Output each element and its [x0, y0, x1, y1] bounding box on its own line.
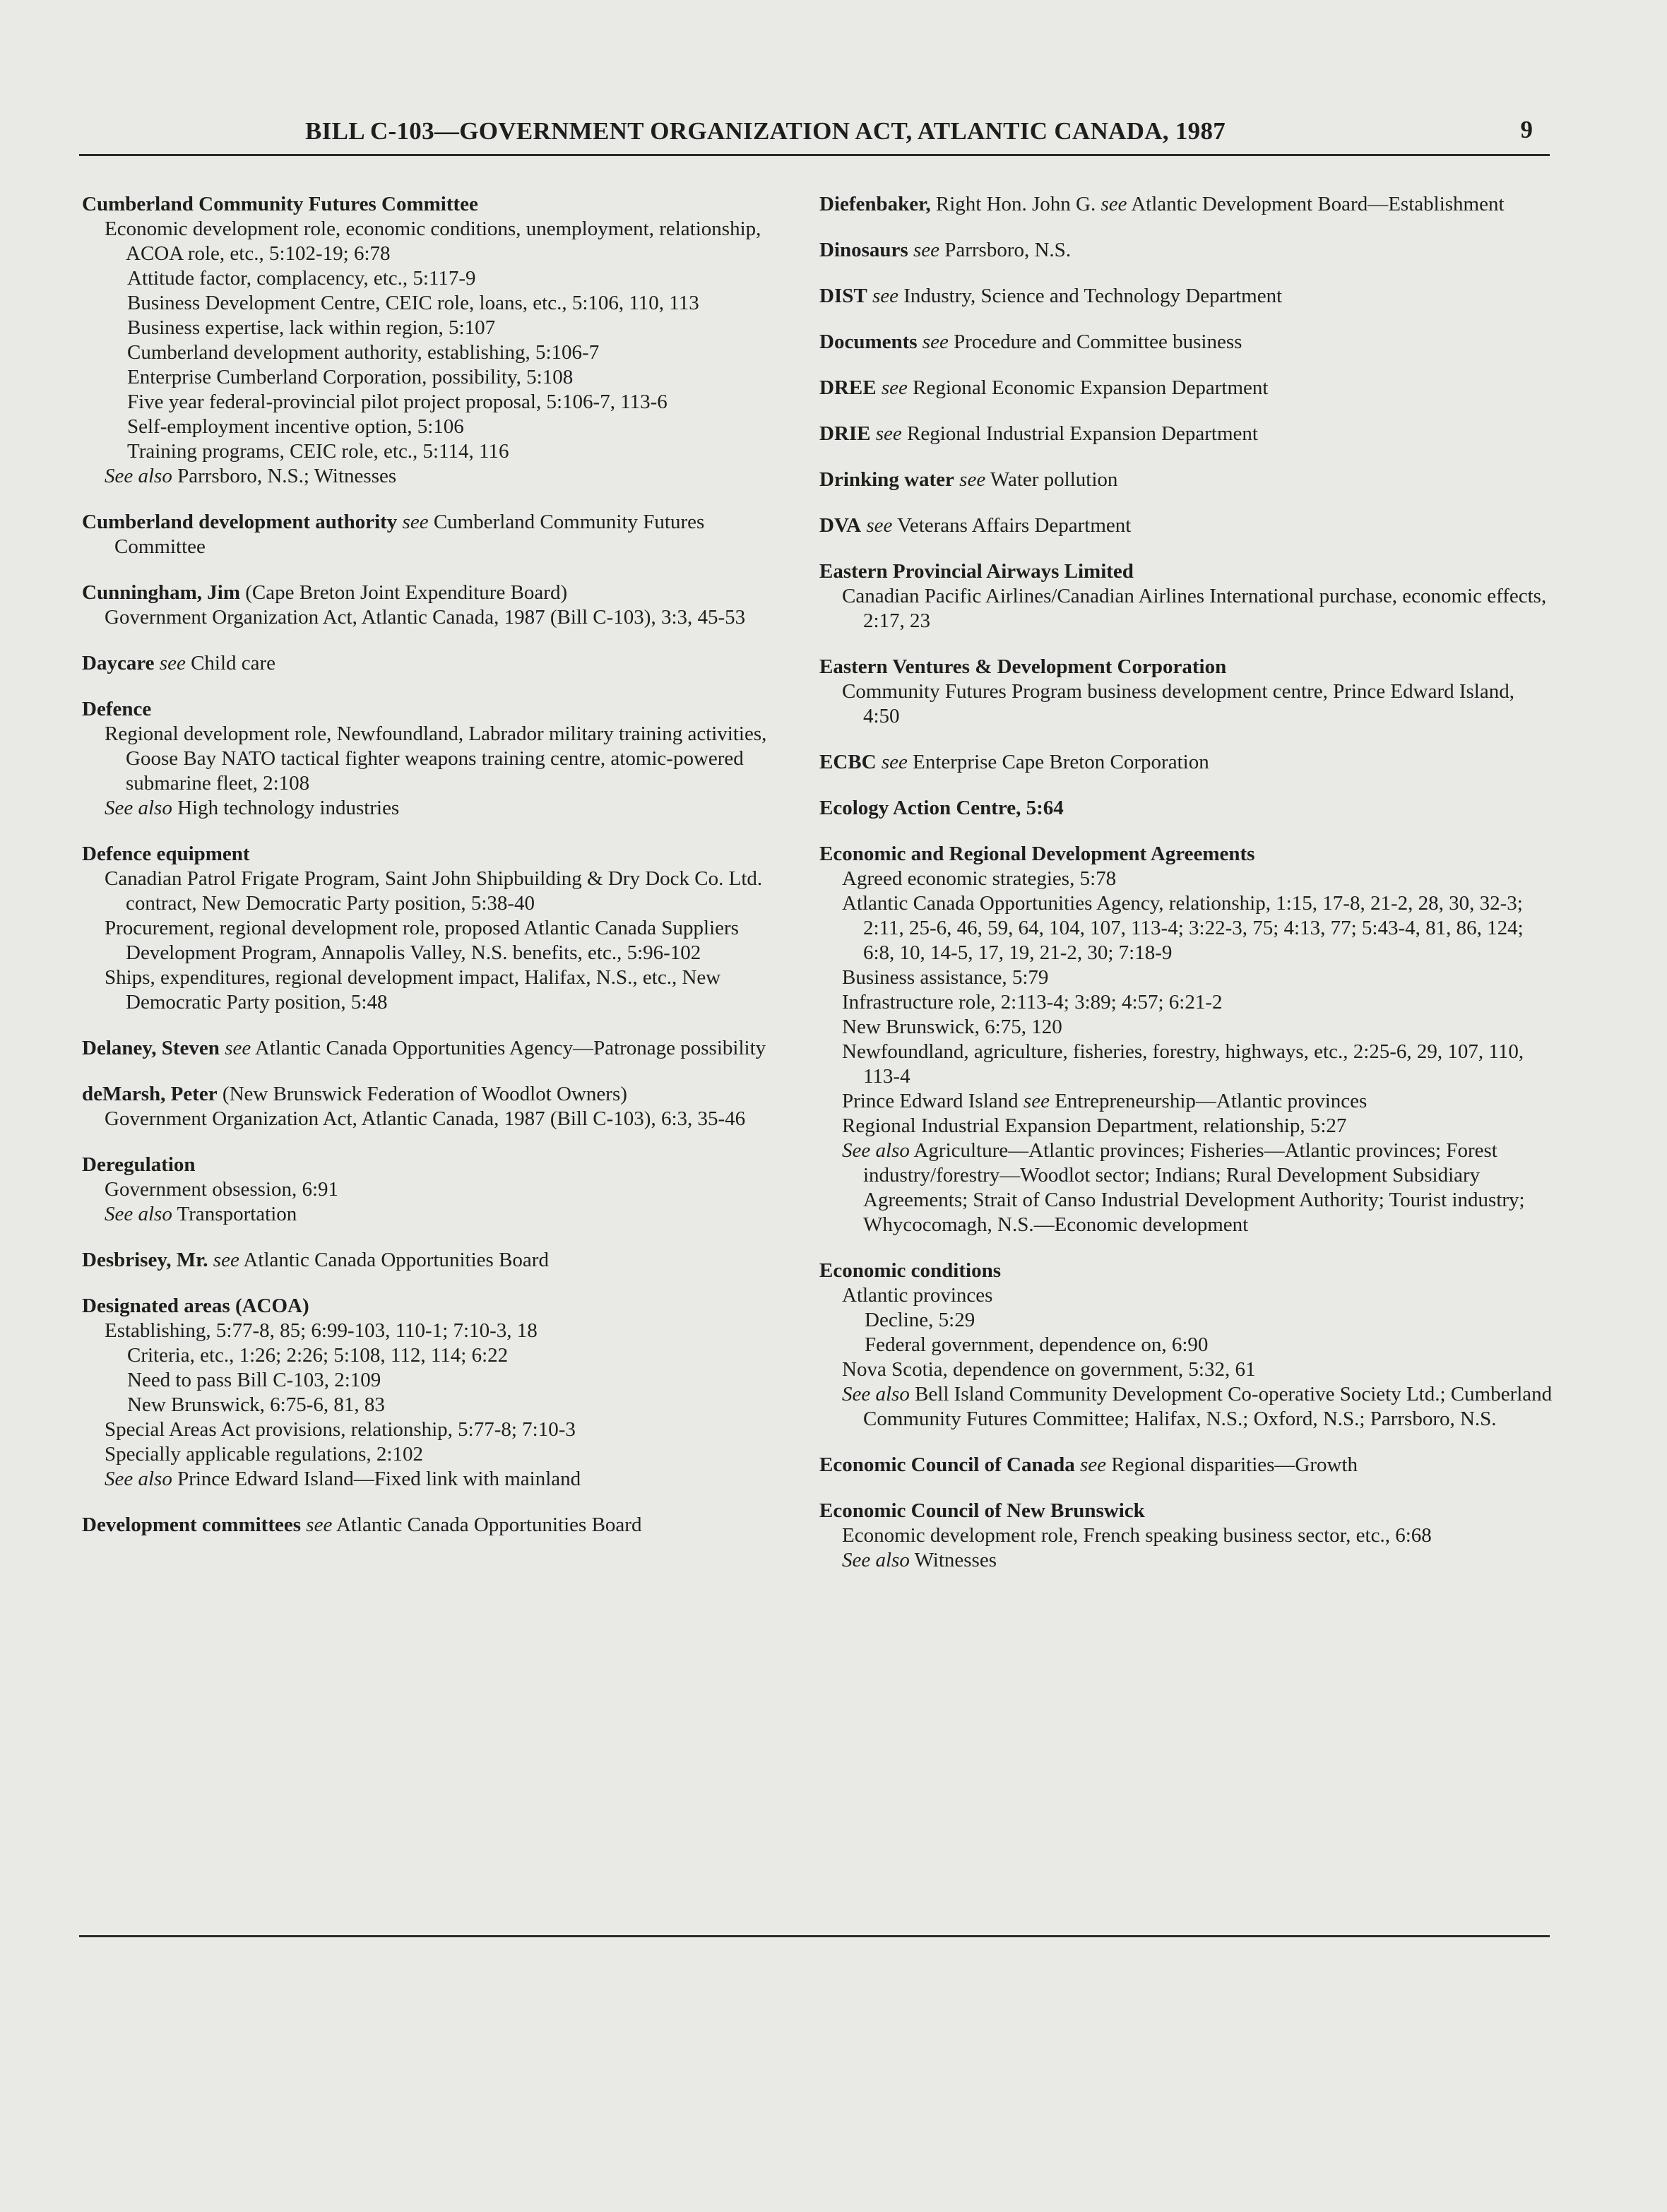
- index-entry: [819, 559, 1554, 634]
- subentry-text: Parrsboro, N.S.; Witnesses: [172, 465, 397, 487]
- subentry-text: Procurement, regional development role, proposed Atlantic Canada Suppliers Development Program, Annapolis Valley, N.S. benefits, etc., 5:96-102: [105, 917, 739, 964]
- entry-headword: Cumberland Community Futures Committee: [82, 193, 478, 215]
- subentry: [82, 1442, 795, 1467]
- cross-reference-target: Entrepreneurship—Atlantic provinces: [1049, 1090, 1368, 1112]
- subentry: [82, 867, 795, 916]
- index-entry: [82, 651, 795, 676]
- see-reference: see: [867, 285, 898, 307]
- running-head: BILL C-103—GOVERNMENT ORGANIZATION ACT, ATLANTIC CANADA, 1987: [305, 117, 1226, 145]
- index-entry: [819, 842, 1554, 1237]
- entry-headword: Dinosaurs: [819, 239, 908, 261]
- subentry: [82, 1177, 795, 1202]
- sub-subentry: [82, 266, 795, 291]
- subentry: [82, 1107, 795, 1131]
- index-entry: [819, 376, 1554, 400]
- cross-reference-target: Atlantic Canada Opportunities Board: [332, 1514, 642, 1536]
- see-also-reference: See also: [105, 1468, 172, 1490]
- subentry-text: Nova Scotia, dependence on government, 5:32, 61: [842, 1358, 1256, 1381]
- subentry: [82, 464, 795, 489]
- subentry: [82, 1202, 795, 1227]
- entry-headword: Delaney, Steven: [82, 1037, 220, 1059]
- index-entry: [82, 697, 795, 821]
- subentry-text: Business expertise, lack within region, 5:107: [127, 316, 496, 339]
- subentry-text: Self-employment incentive option, 5:106: [127, 415, 464, 438]
- subentry-text: Federal government, dependence on, 6:90: [865, 1333, 1209, 1356]
- subentry-text: Cumberland development authority, establishing, 5:106-7: [127, 341, 600, 364]
- index-entry: [819, 1499, 1554, 1573]
- entry-heading: [82, 1036, 795, 1061]
- subentry-text: Economic development role, economic conditions, unemployment, relationship, ACOA role, etc., 5:102-19; 6:78: [105, 218, 761, 265]
- entry-heading: [819, 330, 1554, 355]
- entry-heading: [819, 513, 1554, 538]
- index-entry: [82, 842, 795, 1015]
- subentry: [819, 1523, 1554, 1548]
- see-reference: see: [870, 422, 902, 445]
- subentry-text: Ships, expenditures, regional development impact, Halifax, N.S., etc., New Democratic Party position, 5:48: [105, 966, 721, 1013]
- entry-headword: DRIE: [819, 422, 871, 445]
- subentry-text: Prince Edward Island: [842, 1090, 1019, 1112]
- subentry-text: Agriculture—Atlantic provinces; Fisheries—Atlantic provinces; Forest industry/forestry—Woodlot sector; Indians; Rural Development Subsidiary Agreements; Strait of Canso Industrial Development Authority; Tourist industry; Whycocomagh, N.S.—Economic development: [863, 1139, 1525, 1236]
- see-reference: see: [1018, 1090, 1050, 1112]
- subentry: [819, 965, 1554, 990]
- sub-subentry: [82, 340, 795, 365]
- entry-heading: [82, 1082, 795, 1107]
- see-also-reference: See also: [105, 1203, 172, 1225]
- entry-heading: [82, 1294, 795, 1319]
- see-also-reference: See also: [105, 465, 172, 487]
- see-reference: see: [954, 468, 986, 491]
- entry-headword: DVA: [819, 514, 862, 537]
- subentry-text: Regional Industrial Expansion Department, relationship, 5:27: [842, 1114, 1347, 1137]
- entry-headword: Economic Council of Canada: [819, 1453, 1075, 1476]
- see-also-reference: See also: [105, 797, 172, 819]
- index-entry: [819, 1259, 1554, 1432]
- sub-subentry: [82, 390, 795, 415]
- subentry: [819, 1015, 1554, 1040]
- entry-qualifier: Right Hon. John G.: [930, 193, 1096, 215]
- subentry-text: Atlantic Canada Opportunities Agency, relationship, 1:15, 17-8, 21-2, 28, 30, 32-3; 2:11, 25-6, 46, 59, 64, 104, 107, 113-4; 3:22-3, 75; 4:13, 77; 5:43-4, 81, 86, 124; 6:8, 10, 14-5, 17, 19, 21-2, 30; 7:18-9: [842, 892, 1524, 964]
- cross-reference-target: Child care: [185, 652, 276, 674]
- subentry-text: Prince Edward Island—Fixed link with mainland: [172, 1468, 581, 1490]
- subentry: [819, 891, 1554, 965]
- subentry-text: Establishing, 5:77-8, 85; 6:99-103, 110-1; 7:10-3, 18: [105, 1319, 538, 1342]
- entry-heading: [82, 842, 795, 867]
- left-column: [82, 192, 795, 1559]
- subentry: [819, 584, 1554, 634]
- see-reference: see: [876, 751, 908, 773]
- subentry-text: Government obsession, 6:91: [105, 1178, 339, 1201]
- entry-heading: [82, 697, 795, 722]
- header-rule: [79, 154, 1550, 156]
- subentry: [819, 679, 1554, 729]
- subentry-text: Government Organization Act, Atlantic Canada, 1987 (Bill C-103), 6:3, 35-46: [105, 1107, 746, 1130]
- index-entry: [819, 655, 1554, 729]
- entry-heading: [82, 1513, 795, 1538]
- sub-subentry: [82, 1368, 795, 1393]
- index-entry: [82, 1294, 795, 1492]
- cross-reference-target: Atlantic Canada Opportunities Agency—Patronage possibility: [251, 1037, 766, 1059]
- entry-headword: DREE: [819, 376, 877, 399]
- sub-subentry: [82, 415, 795, 439]
- entry-headword: Desbrisey, Mr.: [82, 1249, 208, 1271]
- index-entry: [82, 1153, 795, 1227]
- subentry-text: Government Organization Act, Atlantic Canada, 1987 (Bill C-103), 3:3, 45-53: [105, 606, 746, 629]
- see-reference: see: [908, 239, 939, 261]
- subentry-text: Training programs, CEIC role, etc., 5:114, 116: [127, 440, 509, 463]
- entry-headword: Economic and Regional Development Agreements: [819, 843, 1255, 865]
- subentry: [82, 722, 795, 796]
- subentry-text: Enterprise Cumberland Corporation, possibility, 5:108: [127, 366, 574, 388]
- subentry: [819, 867, 1554, 891]
- entry-headword: Daycare: [82, 652, 155, 674]
- subentry-text: Specially applicable regulations, 2:102: [105, 1443, 423, 1465]
- subentry-text: Infrastructure role, 2:113-4; 3:89; 4:57; 6:21-2: [842, 991, 1223, 1013]
- subentry: [819, 1283, 1554, 1308]
- subentry-text: Business assistance, 5:79: [842, 966, 1049, 989]
- index-entry: [819, 750, 1554, 775]
- subentry-text: Special Areas Act provisions, relationship, 5:77-8; 7:10-3: [105, 1418, 576, 1441]
- cross-reference-target: Veterans Affairs Department: [892, 514, 1132, 537]
- entry-heading: [82, 651, 795, 676]
- index-entry: [819, 1453, 1554, 1477]
- sub-subentry: [819, 1333, 1554, 1357]
- footer-rule: [79, 1935, 1550, 1937]
- subentry-text: Transportation: [172, 1203, 297, 1225]
- sub-subentry: [82, 1393, 795, 1417]
- entry-heading: [819, 750, 1554, 775]
- subentry-text: Economic development role, French speaking business sector, etc., 6:68: [842, 1524, 1432, 1547]
- right-column: [819, 192, 1554, 1594]
- entry-heading: [819, 468, 1554, 492]
- entry-headword: Cumberland development authority: [82, 511, 398, 533]
- entry-heading: [819, 192, 1554, 217]
- cross-reference-target: Water pollution: [985, 468, 1118, 491]
- see-reference: see: [1096, 193, 1127, 215]
- entry-heading: [819, 1499, 1554, 1523]
- entry-qualifier: (Cape Breton Joint Expenditure Board): [240, 581, 568, 604]
- entry-headword: Defence equipment: [82, 843, 250, 865]
- index-entry: [819, 238, 1554, 263]
- subentry-text: Criteria, etc., 1:26; 2:26; 5:108, 112, 114; 6:22: [127, 1344, 509, 1367]
- entry-headword: deMarsh, Peter: [82, 1083, 218, 1105]
- subentry: [819, 1357, 1554, 1382]
- subentry-text: Canadian Pacific Airlines/Canadian Airlines International purchase, economic effects, 2:17, 23: [842, 585, 1547, 632]
- see-also-reference: See also: [842, 1549, 910, 1571]
- index-entry: [819, 330, 1554, 355]
- entry-headword: DIST: [819, 285, 867, 307]
- entry-heading: [82, 1248, 795, 1273]
- cross-reference-target: Industry, Science and Technology Department: [898, 285, 1283, 307]
- entry-qualifier: (New Brunswick Federation of Woodlot Owners): [217, 1083, 627, 1105]
- subentry: [819, 1114, 1554, 1138]
- subentry-text: Need to pass Bill C-103, 2:109: [127, 1369, 381, 1391]
- see-also-reference: See also: [842, 1139, 910, 1162]
- sub-subentry: [82, 316, 795, 340]
- cross-reference-target: Regional Economic Expansion Department: [907, 376, 1269, 399]
- see-reference: see: [154, 652, 186, 674]
- subentry-text: Newfoundland, agriculture, fisheries, forestry, highways, etc., 2:25-6, 29, 107, 110, 113-4: [842, 1040, 1524, 1088]
- see-reference: see: [861, 514, 893, 537]
- subentry-text: Bell Island Community Development Co-operative Society Ltd.; Cumberland Community Futures Committee; Halifax, N.S.; Oxford, N.S.; Parrsboro, N.S.: [863, 1383, 1553, 1430]
- index-entry: [82, 192, 795, 489]
- subentry: [819, 1382, 1554, 1432]
- entry-headword: Development committees: [82, 1514, 302, 1536]
- entry-heading: [819, 655, 1554, 679]
- sub-subentry: [819, 1308, 1554, 1333]
- subentry-text: Atlantic provinces: [842, 1284, 993, 1307]
- entry-headword: Designated areas (ACOA): [82, 1295, 309, 1317]
- subentry: [819, 990, 1554, 1015]
- entry-heading: [82, 581, 795, 605]
- see-also-reference: See also: [842, 1383, 910, 1405]
- subentry: [82, 217, 795, 266]
- entry-heading: [819, 376, 1554, 400]
- entry-headword: Drinking water: [819, 468, 954, 491]
- see-reference: see: [917, 331, 949, 353]
- see-reference: see: [208, 1249, 239, 1271]
- entry-headword: Ecology Action Centre, 5:64: [819, 797, 1064, 819]
- subentry-text: Business Development Centre, CEIC role, loans, etc., 5:106, 110, 113: [127, 292, 699, 314]
- cross-reference-target: Regional Industrial Expansion Department: [901, 422, 1258, 445]
- entry-heading: [82, 192, 795, 217]
- entry-headword: Economic Council of New Brunswick: [819, 1499, 1145, 1522]
- entry-headword: Documents: [819, 331, 918, 353]
- sub-subentry: [82, 365, 795, 390]
- entry-heading: [819, 1259, 1554, 1283]
- index-entry: [819, 468, 1554, 492]
- index-entry: [82, 510, 795, 559]
- see-reference: see: [219, 1037, 251, 1059]
- see-reference: see: [301, 1514, 333, 1536]
- see-reference: see: [1074, 1453, 1107, 1476]
- subentry-text: New Brunswick, 6:75, 120: [842, 1016, 1062, 1038]
- index-entry: [819, 192, 1554, 217]
- subentry-text: Witnesses: [909, 1549, 997, 1571]
- index-entry: [82, 1248, 795, 1273]
- index-entry: [819, 422, 1554, 446]
- cross-reference-target: Regional disparities—Growth: [1106, 1453, 1358, 1476]
- see-reference: see: [876, 376, 908, 399]
- subentry-text: New Brunswick, 6:75-6, 81, 83: [127, 1393, 385, 1416]
- index-entry: [82, 1513, 795, 1538]
- subentry-text: High technology industries: [172, 797, 400, 819]
- entry-heading: [819, 422, 1554, 446]
- cross-reference-target: Enterprise Cape Breton Corporation: [907, 751, 1209, 773]
- subentry: [82, 916, 795, 965]
- entry-headword: Diefenbaker,: [819, 193, 931, 215]
- entry-headword: Eastern Ventures & Development Corporation: [819, 655, 1227, 678]
- sub-subentry: [82, 439, 795, 464]
- entry-heading: [819, 559, 1554, 584]
- subentry-text: Decline, 5:29: [865, 1309, 975, 1331]
- entry-headword: Eastern Provincial Airways Limited: [819, 560, 1134, 583]
- subentry-text: Five year federal-provincial pilot project proposal, 5:106-7, 113-6: [127, 391, 668, 413]
- sub-subentry: [82, 1343, 795, 1368]
- entry-headword: ECBC: [819, 751, 877, 773]
- entry-heading: [819, 1453, 1554, 1477]
- index-entry: [819, 284, 1554, 309]
- see-reference: see: [397, 511, 429, 533]
- subentry-text: Attitude factor, complacency, etc., 5:117-9: [127, 267, 476, 290]
- index-entry: [82, 1082, 795, 1131]
- subentry: [819, 1548, 1554, 1573]
- entry-heading: [819, 238, 1554, 263]
- cross-reference-target: Parrsboro, N.S.: [939, 239, 1072, 261]
- subentry: [82, 1319, 795, 1343]
- subentry: [819, 1040, 1554, 1089]
- subentry: [82, 1467, 795, 1492]
- index-entry: [82, 581, 795, 630]
- entry-headword: Defence: [82, 698, 152, 720]
- index-entry: [819, 513, 1554, 538]
- subentry-text: Regional development role, Newfoundland, Labrador military training activities, Goose Bay NATO tactical fighter weapons training centre, atomic-powered submarine fleet, 2:108: [105, 723, 767, 795]
- cross-reference-target: Atlantic Development Board—Establishment: [1127, 193, 1505, 215]
- page-number: 9: [1520, 116, 1533, 143]
- subentry: [82, 605, 795, 630]
- subentry-text: Agreed economic strategies, 5:78: [842, 867, 1117, 890]
- index-entry: [819, 796, 1554, 821]
- entry-heading: [82, 510, 795, 559]
- index-entry: [82, 1036, 795, 1061]
- entry-headword: Deregulation: [82, 1153, 196, 1176]
- subentry: [82, 965, 795, 1015]
- entry-heading: [819, 284, 1554, 309]
- entry-heading: [819, 842, 1554, 867]
- entry-headword: Economic conditions: [819, 1259, 1001, 1282]
- subentry: [819, 1089, 1554, 1114]
- subentry: [82, 796, 795, 821]
- subentry-text: Community Futures Program business development centre, Prince Edward Island, 4:50: [842, 680, 1514, 727]
- cross-reference-target: Cumberland Community Futures Committee: [114, 511, 705, 558]
- entry-headword: Cunningham, Jim: [82, 581, 241, 604]
- entry-heading: [82, 1153, 795, 1177]
- cross-reference-target: Atlantic Canada Opportunities Board: [239, 1249, 549, 1271]
- subentry: [819, 1138, 1554, 1237]
- sub-subentry: [82, 291, 795, 316]
- subentry: [82, 1417, 795, 1442]
- subentry-text: Canadian Patrol Frigate Program, Saint John Shipbuilding & Dry Dock Co. Ltd. contract, New Democratic Party position, 5:38-40: [105, 867, 763, 915]
- cross-reference-target: Procedure and Committee business: [948, 331, 1242, 353]
- entry-heading: [819, 796, 1554, 821]
